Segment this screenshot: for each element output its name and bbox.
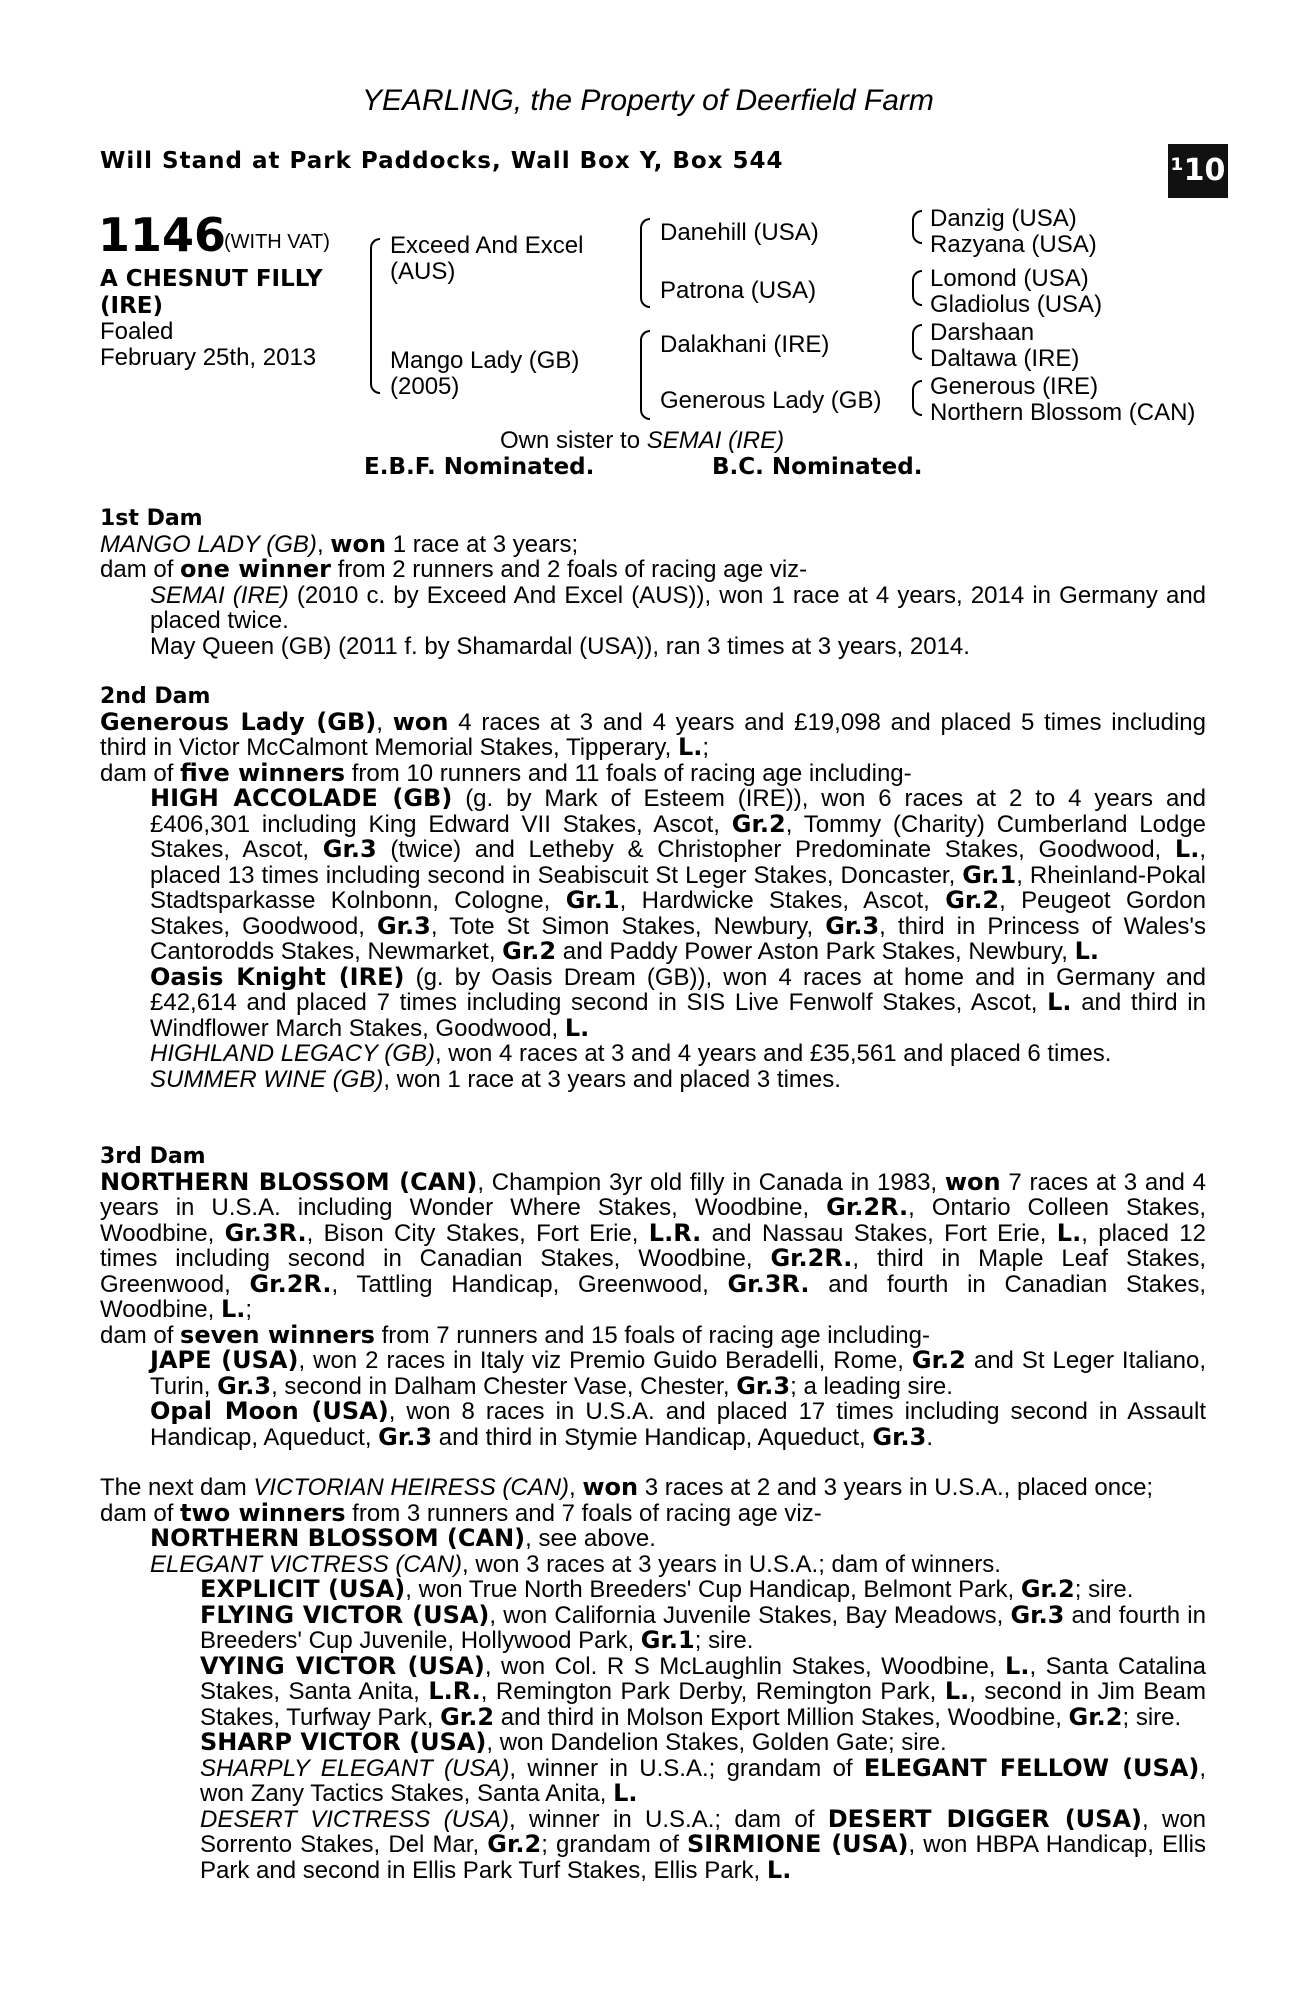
high-accolade-entry: HIGH ACCOLADE (GB) (g. by Mark of Esteem (IRE)), won 6 races at 2 to 4 years and £406,301 including King Edward VII Stakes, Ascot, Gr.2, Tommy (Charity) Cumberland Lodge Stakes, Ascot, Gr.3 (twice) and Letheby & Christopher Predominate Stakes, Goodwood, L., placed 13 times including second in Seabiscuit St Leger Stakes, Doncaster, Gr.1, Rheinland-Pokal Stadtsparkasse Kolnbonn, Cologne, Gr.1, Hardwicke Stakes, Ascot, Gr.2, Peugeot Gordon Stakes, Goodwood, Gr.3, Tote St Simon Stakes, Newbury, Gr.3, third in Princess of Wales's Cantorodds Stakes, Newmarket, Gr.2 and Paddy Power Aston Park Stakes, Newbury, L.: [150, 784, 1207, 965]
ebf-nominated: E.B.F. Nominated.: [364, 454, 595, 480]
stand-location: Will Stand at Park Paddocks, Wall Box Y, Box 544: [100, 148, 784, 174]
pedigree-brace-sire: [640, 218, 650, 308]
lot-badge: ¹10: [1168, 144, 1228, 198]
oasis-knight-entry: Oasis Knight (IRE) (g. by Oasis Dream (GB)), won 4 races at home and in Germany and £42,614 and placed 7 times including second in SIS Live Fenwolf Stakes, Ascot, L. and third in Windflower March Stakes, Goodwood, L.: [150, 962, 1206, 1042]
sds: Lomond (USA): [930, 265, 1089, 292]
pedigree-brace-2: [912, 270, 922, 306]
lot-name: A CHESNUT FILLY: [100, 266, 323, 292]
sharp-victor-entry: SHARP VICTOR (USA), won Dandelion Stakes, Golden Gate; sire.: [200, 1728, 947, 1756]
first-dam-section: [100, 506, 1206, 659]
pedigree-brace-main: [370, 238, 380, 394]
dss: Darshaan: [930, 319, 1035, 346]
explicit-entry: EXPLICIT (USA), won True North Breeders' Cup Handicap, Belmont Park, Gr.2; sire.: [200, 1575, 1134, 1603]
summer-wine-entry: SUMMER WINE (GB), won 1 race at 3 years and placed 3 times.: [150, 1065, 841, 1093]
jape-entry: JAPE (USA), won 2 races in Italy viz Premio Guido Beradelli, Rome, Gr.2 and St Leger Italiano, Turin, Gr.3, second in Dalham Chester Vase, Chester, Gr.3; a leading sire.: [150, 1346, 1206, 1400]
lot-number: 1146: [98, 208, 227, 262]
pedigree-brace-3: [912, 324, 922, 360]
own-sister-note: Own sister to SEMAI (IRE): [500, 427, 785, 454]
dam-sire: Dalakhani (IRE): [660, 331, 830, 358]
pedigree-brace-4: [912, 380, 922, 416]
second-dam-heading: 2nd Dam: [100, 684, 211, 709]
next-dam-produce: dam of two winners from 3 runners and 7 foals of racing age viz-: [100, 1498, 822, 1527]
pedigree-brace-dam: [640, 330, 650, 420]
dam-dam: Generous Lady (GB): [660, 387, 882, 414]
first-dam-produce: dam of one winner from 2 runners and 2 foals of racing age viz-: [100, 555, 808, 583]
first-dam-foal-1: SEMAI (IRE) (2010 c. by Exceed And Excel (AUS)), won 1 race at 4 years, 2014 in Germany and placed twice.: [150, 581, 1207, 634]
sire-dam: Patrona (USA): [660, 277, 817, 304]
foaled-date: February 25th, 2013: [100, 344, 317, 371]
page-title: YEARLING, the Property of Deerfield Farm: [362, 84, 934, 117]
first-dam-record: MANGO LADY (GB), won 1 race at 3 years;: [100, 529, 579, 558]
dam-name: Mango Lady (GB): [390, 347, 580, 374]
second-dam-section: [100, 684, 1206, 1092]
opal-moon-entry: Opal Moon (USA), won 8 races in U.S.A. and placed 17 times including second in Assault Handicap, Aqueduct, Gr.3 and third in Stymie Handicap, Aqueduct, Gr.3.: [150, 1397, 1206, 1451]
next-dam-record: The next dam VICTORIAN HEIRESS (CAN), won 3 races at 2 and 3 years in U.S.A., placed once;: [100, 1473, 1154, 1501]
pedigree-brace-1: [912, 210, 922, 244]
third-dam-section: [100, 1144, 1206, 1450]
vat-note: (WITH VAT): [224, 231, 330, 253]
sss: Danzig (USA): [930, 205, 1077, 232]
bc-nominated: B.C. Nominated.: [712, 454, 923, 480]
next-dam-section: [100, 1475, 1206, 1883]
foaled-label: Foaled: [100, 318, 174, 345]
third-dam-produce: dam of seven winners from 7 runners and 15 foals of racing age including-: [100, 1320, 930, 1349]
lot-name-country: (IRE): [100, 293, 164, 319]
dam-year: (2005): [390, 373, 460, 400]
first-dam-foal-2: May Queen (GB) (2011 f. by Shamardal (USA)), ran 3 times at 3 years, 2014.: [150, 632, 970, 660]
desert-victress-entry: DESERT VICTRESS (USA), winner in U.S.A.; dam of DESERT DIGGER (USA), won Sorrento Stakes, Del Mar, Gr.2; grandam of SIRMIONE (USA), won HBPA Handicap, Ellis Park and second in Ellis Park Turf Stakes, Ellis Park, L.: [200, 1804, 1207, 1884]
ssd: Razyana (USA): [930, 231, 1097, 258]
highland-legacy-entry: HIGHLAND LEGACY (GB), won 4 races at 3 and 4 years and £35,561 and placed 6 times.: [150, 1040, 1112, 1067]
third-dam-record: NORTHERN BLOSSOM (CAN), Champion 3yr old filly in Canada in 1983, won 7 races at 3 and 4 years in U.S.A. including Wonder Where Stakes, Woodbine, Gr.2R., Ontario Colleen Stakes, Woodbine, Gr.3R., Bison City Stakes, Fort Erie, L.R. and Nassau Stakes, Fort Erie, L., placed 12 times including second in Canadian Stakes, Woodbine, Gr.2R., third in Maple Leaf Stakes, Greenwood, Gr.2R., Tattling Handicap, Greenwood, Gr.3R. and fourth in Canadian Stakes, Woodbine, L.;: [100, 1167, 1207, 1323]
dds: Generous (IRE): [930, 373, 1099, 400]
third-dam-heading: 3rd Dam: [100, 1144, 206, 1169]
ddd: Northern Blossom (CAN): [930, 399, 1196, 426]
second-dam-record: Generous Lady (GB), won 4 races at 3 and 4 years and £19,098 and placed 5 times including third in Victor McCalmont Memorial Stakes, Tipperary, L.;: [100, 707, 1207, 761]
northern-blossom-entry: NORTHERN BLOSSOM (CAN), see above.: [150, 1524, 656, 1552]
first-dam-heading: 1st Dam: [100, 506, 203, 531]
second-dam-produce: dam of five winners from 10 runners and 11 foals of racing age including-: [100, 758, 912, 787]
flying-victor-entry: FLYING VICTOR (USA), won California Juvenile Stakes, Bay Meadows, Gr.3 and fourth in Breeders' Cup Juvenile, Hollywood Park, Gr.1; sire.: [200, 1600, 1206, 1654]
dsd: Daltawa (IRE): [930, 345, 1080, 372]
sire-sire: Danehill (USA): [660, 219, 819, 246]
sdd: Gladiolus (USA): [930, 291, 1103, 318]
sire-name: Exceed And Excel: [390, 232, 584, 259]
elegant-victress-entry: ELEGANT VICTRESS (CAN), won 3 races at 3 years in U.S.A.; dam of winners.: [150, 1550, 1001, 1578]
vying-victor-entry: VYING VICTOR (USA), won Col. R S McLaughlin Stakes, Woodbine, L., Santa Catalina Stakes, Santa Anita, L.R., Remington Park Derby, Remington Park, L., second in Jim Beam Stakes, Turfway Park, Gr.2 and third in Molson Export Million Stakes, Woodbine, Gr.2; sire.: [200, 1651, 1207, 1731]
sharply-elegant-entry: SHARPLY ELEGANT (USA), winner in U.S.A.; grandam of ELEGANT FELLOW (USA), won Zany Tactics Stakes, Santa Anita, L.: [200, 1753, 1207, 1807]
sire-country: (AUS): [390, 258, 456, 285]
